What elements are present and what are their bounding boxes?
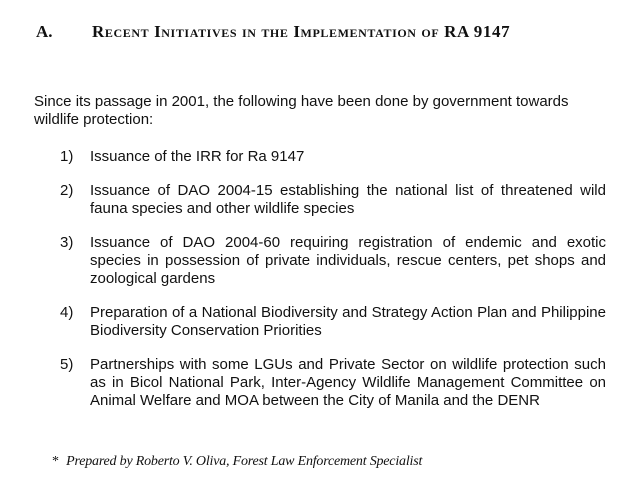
item-text: Issuance of DAO 2004-15 establishing the national list of threatened wild fauna species and other wildlife species (90, 182, 606, 217)
item-text: Issuance of DAO 2004-60 requiring registration of endemic and exotic species in possession of private individuals, rescue centers, pet shops and zoological gardens (90, 234, 606, 287)
list-item (54, 304, 606, 340)
list-item (54, 356, 606, 410)
section-title: Recent Initiatives in the Implementation of RA 9147 (92, 22, 511, 41)
item-text: Issuance of the IRR for Ra 9147 (90, 148, 305, 165)
item-number: 5) (60, 356, 74, 373)
initiatives-list (54, 148, 606, 426)
item-number: 2) (60, 182, 74, 199)
list-item (54, 234, 606, 288)
list-item (54, 182, 606, 218)
section-heading (36, 20, 616, 43)
item-text: Partnerships with some LGUs and Private Sector on wildlife protection such as in Bicol National Park, Inter-Agency Wildlife Management Committee on Animal Welfare and MOA between the City of Manila and the DENR (90, 356, 606, 409)
intro-paragraph: Since its passage in 2001, the following have been done by government towards wildlife protection: (34, 93, 569, 128)
footnote-text: Prepared by Roberto V. Oliva, Forest Law Enforcement Specialist (66, 454, 423, 469)
item-number: 1) (60, 148, 74, 165)
author-footnote (52, 453, 422, 471)
list-item (54, 148, 606, 166)
item-text: Preparation of a National Biodiversity and Strategy Action Plan and Philippine Biodiversity Conservation Priorities (90, 304, 606, 339)
item-number: 4) (60, 304, 74, 321)
footnote-marker: * (52, 454, 59, 469)
item-number: 3) (60, 234, 74, 251)
section-letter: A. (36, 22, 53, 41)
